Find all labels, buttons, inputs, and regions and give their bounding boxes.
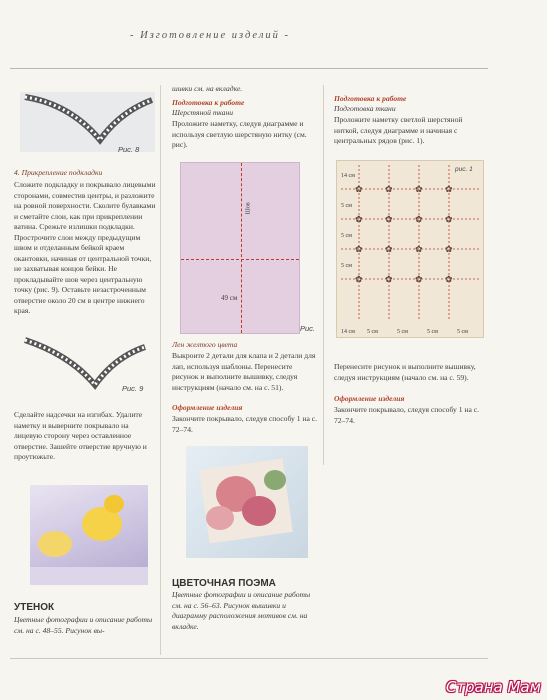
svg-text:✿: ✿ <box>445 244 453 254</box>
footer-rule <box>10 658 488 659</box>
grid-label-bottom: 5 см <box>427 329 438 335</box>
svg-text:✿: ✿ <box>355 274 363 284</box>
flower-poem-title: ЦВЕТОЧНАЯ ПОЭМА <box>172 578 276 589</box>
grid-label-bottom: 14 см <box>341 329 355 335</box>
grid-label-side: 14 см <box>341 173 355 179</box>
page-header: - Изготовление изделий - <box>130 30 291 41</box>
svg-text:✿: ✿ <box>385 184 393 194</box>
finish-title-right: Оформление изделия <box>334 394 405 403</box>
transfer-text: Перенесите рисунок и выполните вышивку, следуя инструкциям (начало см. на с. 59). <box>334 362 476 382</box>
svg-text:✿: ✿ <box>445 214 453 224</box>
svg-text:✿: ✿ <box>415 184 423 194</box>
closing-text: Сделайте надсечки на изгибах. Удалите наметку и выверните покрывало на лицевую сторону через оставленное отверстие. Зашейте отверстие вручную и проутюжьте. <box>14 410 147 461</box>
grid-lines <box>337 161 483 337</box>
finish-title: Оформление изделия <box>172 403 243 412</box>
duckling-title: УТЕНОК <box>14 602 55 613</box>
diagram-side-label: Шов <box>245 202 252 215</box>
figure-8-caption: Рис. 8 <box>118 145 140 154</box>
column-divider <box>323 85 324 465</box>
svg-text:✿: ✿ <box>385 214 393 224</box>
prep-subtitle-right: Подготовка ткани <box>334 104 396 113</box>
embroidery-grid-diagram <box>336 160 484 338</box>
svg-text:✿: ✿ <box>415 244 423 254</box>
svg-text:✿: ✿ <box>415 214 423 224</box>
figure-8-diagram <box>20 92 155 152</box>
figure-9-caption: Рис. 9 <box>122 384 144 393</box>
diagram-caption: Рис. <box>300 324 316 333</box>
grid-label-side: 5 см <box>341 263 352 269</box>
grid-label-bottom: 5 см <box>397 329 408 335</box>
continued-text: шивки см. на вкладке. <box>172 84 243 93</box>
linen-title: Лен желтого цвета <box>172 340 238 349</box>
svg-text:✿: ✿ <box>445 184 453 194</box>
svg-text:✿: ✿ <box>385 244 393 254</box>
svg-text:✿: ✿ <box>445 274 453 284</box>
diagram-dimension: 49 см <box>221 294 238 302</box>
wool-fabric-diagram <box>180 162 300 334</box>
prep-subtitle: Шерстяной ткани <box>172 108 234 117</box>
grid-label-side: 5 см <box>341 203 352 209</box>
prep-title-right: Подготовка к работе <box>334 94 407 103</box>
linen-text: Выкроите 2 детали для клапа и 2 детали для лап, используя шаблоны. Перенесите рисунок и выполните вышивку, следуя инструкциям (начало см. на с. 51). <box>172 351 316 392</box>
header-rule <box>10 68 488 69</box>
prep-text: Проложите наметку, следуя диаграмме и используя светлую шерстяную нитку (см. рис). <box>172 119 307 149</box>
finish-text-right: Закончите покрывало, следуя способу 1 на с. 72–74. <box>334 405 480 425</box>
svg-text:✿: ✿ <box>355 184 363 194</box>
column-divider <box>160 85 161 655</box>
svg-text:✿: ✿ <box>415 274 423 284</box>
finish-text: Закончите покрывало, следуя способу 1 на с. 72–74. <box>172 414 318 434</box>
step-4-title: 4. Прикрепление подкладки <box>14 168 103 177</box>
duckling-photo <box>30 485 148 585</box>
grid-label-bottom: 5 см <box>457 329 468 335</box>
grid-label-bottom: 5 см <box>367 329 378 335</box>
svg-text:✿: ✿ <box>385 274 393 284</box>
duckling-description: Цветные фотографии и описание работы см. на с. 48–55. Рисунок вы- <box>14 615 153 635</box>
svg-text:✿: ✿ <box>355 244 363 254</box>
watermark: Страна Мам <box>445 678 541 696</box>
prep-title: Подготовка к работе <box>172 98 245 107</box>
svg-text:✿: ✿ <box>355 214 363 224</box>
grid-label-side: 5 см <box>341 233 352 239</box>
step-4-text: Сложите подкладку и покрывало лицевыми сторонами, совместив центры, и разложите на ровной поверхности. Сколите булавками и сметайте слои, как при прикреплении ватина. Срежьте излишки подкладки. Прострочите слои между предыдущим швом и отделанным бейкой краем окантовки, начиная от центральной точки, не захватывая концов бейки. Не прокладывайте шов через центральную точку (рис. 9). Оставьте незастроченным отверстие около 20 см в центре нижнего края. <box>14 180 156 315</box>
grid-caption: рис. 1 <box>455 166 473 173</box>
flower-poem-description: Цветные фотографии и описание работы см. на с. 56–63. Рисунок вышивки и диаграмму расположения мотивов см. на вкладке. <box>172 590 311 631</box>
flower-poem-photo <box>186 446 308 558</box>
prep-text-right: Проложите наметку светлой шерстяной ниткой, следуя диаграмме и начиная с центральных рядов (рис. 1). <box>334 115 463 145</box>
